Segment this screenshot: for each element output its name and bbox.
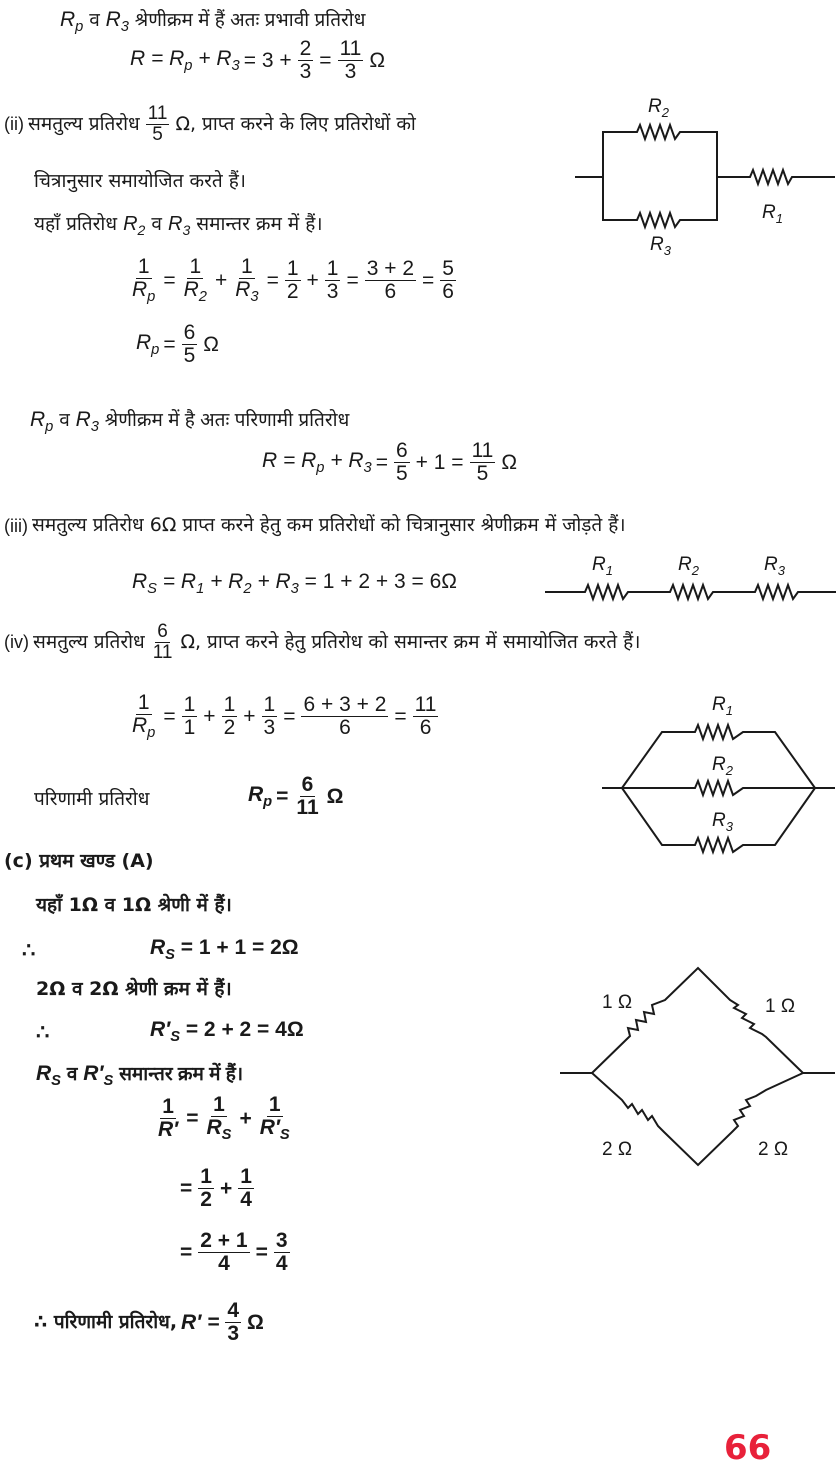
- label-r2: $R_2$: [648, 96, 669, 120]
- svg-text:2 Ω: 2 Ω: [602, 1139, 633, 1160]
- part-iv-intro: (iv) समतुल्य प्रतिरोध $\frac{6}{11}$ Ω, प्राप्त करने हेतु प्रतिरोध को समान्तर क्रम में समायोजित करते हैं।: [4, 621, 641, 663]
- part-iii-intro: (iii) समतुल्य प्रतिरोध 6Ω प्राप्त करने हेतु कम प्रतिरोधों को चित्रानुसार श्रेणीक्रम में जोड़ते हैं।: [4, 514, 626, 536]
- equation-step2: = $\frac{1}{2}$ + $\frac{1}{4}$: [180, 1165, 252, 1212]
- part-c-heading: (c) प्रथम खण्ड (A): [4, 850, 154, 872]
- final-result: ∴ परिणामी प्रतिरोध, R′ = $\frac{4}{3}$ Ω: [34, 1299, 264, 1346]
- equation-rp-value: $R_p$ = $\frac{6}{5}$ Ω: [136, 321, 219, 368]
- equation-resultant-ii: $R = R_p + R_3$ = $\frac{6}{5}$ + 1 = $\frac{11}{5}$ Ω: [262, 439, 518, 486]
- equation-r-prime-parallel: $\frac{1}{R'}$ = $\frac{1}{R_S}$ + $\frac{1}{R'_S}$: [158, 1093, 290, 1144]
- series-statement: श्रेणीक्रम में हैं अतः प्रभावी प्रतिरोध: [134, 10, 366, 31]
- part-ii-line3: यहाँ प्रतिरोध $R_2$ व $R_3$ समान्तर क्रम में हैं।: [34, 213, 323, 238]
- svg-text:R3: $R_3$: [712, 810, 733, 834]
- part-ii-line2: चित्रानुसार समायोजित करते हैं।: [34, 170, 246, 192]
- therefore-2: ∴: [36, 1021, 50, 1044]
- page-number: 66: [724, 1428, 772, 1468]
- equation-rs: $R_S = 1 + 1 = 2\Omega$: [150, 936, 299, 964]
- svg-text:R2: $R_2$: [712, 754, 733, 778]
- part-ii-series-line: $R_p$ व $R_3$ श्रेणीक्रम में है अतः परिणामी प्रतिरोध: [30, 408, 350, 436]
- circuit-diagram-iv: [580, 680, 837, 860]
- svg-text:1 Ω: 1 Ω: [765, 996, 796, 1017]
- circuit-diagram-iii: [540, 540, 837, 610]
- equation-parallel-rp: $\frac{1}{R_p}$ = $\frac{1}{R_2}$ + $\frac{1}{R_3}$ = $\frac{1}{2}$ + $\frac{1}{3}$ = $\frac{3 + 2}{6}$ = $\frac{5}{6}$: [132, 255, 454, 306]
- svg-text:R3: $R_3$: [764, 554, 785, 578]
- equation-result-iv: $R_p$ = $\frac{6}{11}$ Ω: [248, 773, 344, 820]
- svg-text:2 Ω: 2 Ω: [758, 1139, 789, 1160]
- conj: व: [89, 10, 100, 31]
- part-c-line2: 2Ω व 2Ω श्रेणी क्रम में हैं।: [36, 978, 232, 1000]
- equation-parallel-iv: $\frac{1}{R_p}$ = $\frac{1}{1}$ + $\frac{1}{2}$ + $\frac{1}{3}$ = $\frac{6 + 3 + 2}{6}$ = $\frac{11}{6}$: [132, 691, 437, 742]
- svg-text:R1: $R_1$: [712, 694, 733, 718]
- equation-series-iii: $R_S = R_1 + R_2 + R_3 = 1 + 2 + 3 = 6\Omega$: [132, 570, 457, 598]
- result-label-iv: परिणामी प्रतिरोध: [34, 788, 150, 810]
- therefore-1: ∴: [22, 939, 36, 962]
- equation-step3: = $\frac{2 + 1}{4}$ = $\frac{3}{4}$: [180, 1229, 288, 1276]
- label-r3: $R_3$: [650, 234, 671, 258]
- circuit-diagram-ii: [560, 80, 837, 260]
- circuit-diagram-bridge: [550, 950, 837, 1190]
- svg-text:R2: $R_2$: [678, 554, 699, 578]
- label-r1: $R_1$: [762, 202, 783, 226]
- part-ii-intro: (ii) समतुल्य प्रतिरोध $\frac{11}{5}$ Ω, प्राप्त करने के लिए प्रतिरोधों को: [4, 103, 416, 145]
- svg-text:R1: $R_1$: [592, 554, 613, 578]
- svg-text:1 Ω: 1 Ω: [602, 992, 633, 1013]
- equation-rs-prime: $R'_S = 2 + 2 = 4\Omega$: [150, 1018, 304, 1046]
- part-c-line1: यहाँ 1Ω व 1Ω श्रेणी में हैं।: [36, 894, 232, 916]
- equation-effective-resistance: $R = R_p + R_3$ = 3 + $\frac{2}{3}$ = $\frac{11}{3}$ Ω: [130, 37, 386, 84]
- rp-r3-series-line: $R_p$ व $R_3$ श्रेणीक्रम में हैं अतः प्रभावी प्रतिरोध: [60, 8, 366, 36]
- part-c-line3: $R_S$ व $R'_S$ समान्तर क्रम में हैं।: [36, 1062, 244, 1090]
